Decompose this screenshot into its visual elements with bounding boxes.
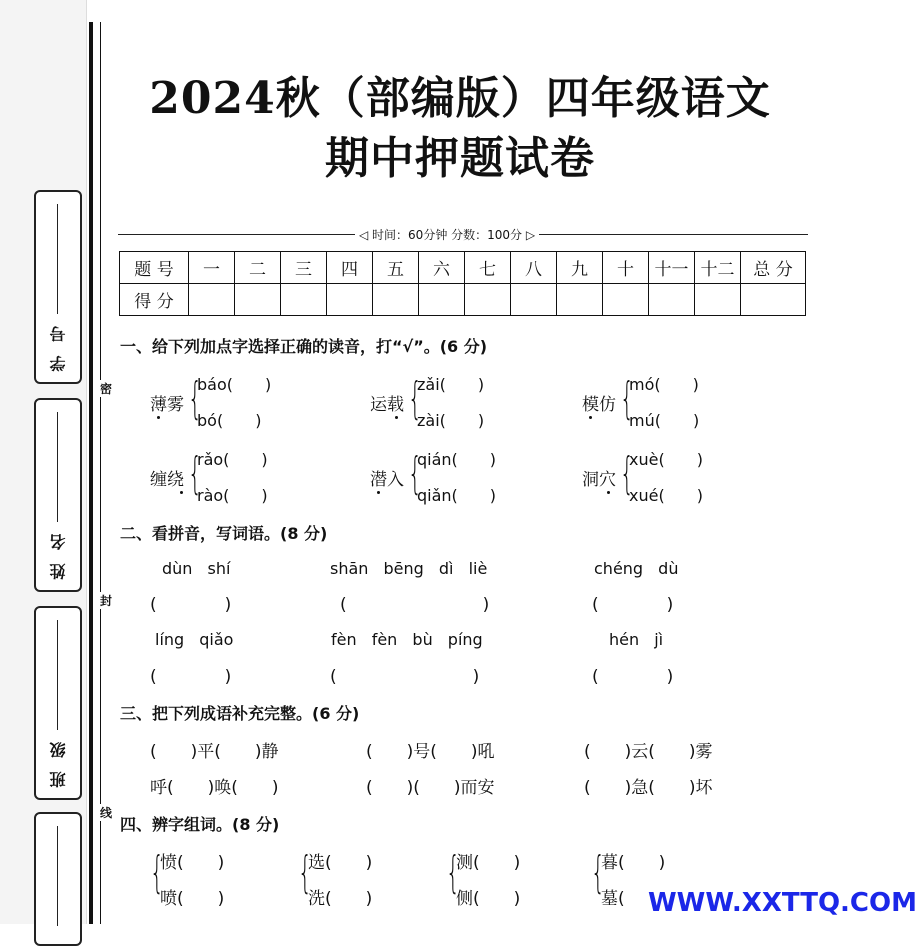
- score-header-cell: 四: [327, 252, 373, 284]
- extra-box: [34, 812, 82, 946]
- score-header-cell: 六: [419, 252, 465, 284]
- s4-item[interactable]: 墓(: [601, 889, 625, 909]
- emphasis-dot: [157, 416, 160, 419]
- s3-idiom[interactable]: ( )云( )雾: [584, 742, 713, 762]
- score-header-cell: 总 分: [741, 252, 806, 284]
- score-cell[interactable]: [695, 284, 741, 316]
- s3-idiom[interactable]: ( )号( )吼: [366, 742, 495, 762]
- score-cell[interactable]: [603, 284, 649, 316]
- score-cell[interactable]: [557, 284, 603, 316]
- seal-char-feng: 封: [100, 594, 113, 608]
- seal-char-mi: 密: [100, 382, 113, 396]
- score-cell[interactable]: [281, 284, 327, 316]
- score-header-cell: 十二: [695, 252, 741, 284]
- s2-blank[interactable]: ( ): [592, 667, 674, 687]
- s2-pinyin: dùn shí: [162, 559, 231, 578]
- score-cell[interactable]: [235, 284, 281, 316]
- s1-word-2: 运载: [370, 395, 404, 415]
- emphasis-dot: [607, 491, 610, 494]
- student-name-label: 姓 名: [49, 530, 68, 580]
- s4-item[interactable]: 喷( ): [160, 889, 225, 909]
- section4-heading: 四、辨字组词。(8 分): [120, 815, 280, 834]
- s1-opt[interactable]: bó( ): [197, 411, 262, 430]
- page-subtitle: 期中押题试卷: [325, 133, 595, 184]
- score-row-label: 得 分: [120, 284, 189, 316]
- score-header-cell: 七: [465, 252, 511, 284]
- s1-opt[interactable]: rǎo( ): [197, 450, 268, 469]
- s4-item[interactable]: 暮( ): [601, 853, 666, 873]
- s1-word-4: 缠绕: [150, 470, 184, 490]
- s1-opt[interactable]: xuè( ): [629, 450, 703, 469]
- score-header-cell: 五: [373, 252, 419, 284]
- s2-pinyin: shān bēng dì liè: [330, 559, 488, 578]
- s2-pinyin: chéng dù: [594, 559, 679, 578]
- s1-word-3: 模仿: [582, 395, 616, 415]
- section2-heading: 二、看拼音，写词语。(8 分): [120, 524, 328, 543]
- s2-blank[interactable]: ( ): [592, 595, 674, 615]
- student-number-label: 学 号: [49, 322, 68, 372]
- s1-opt[interactable]: xué( ): [629, 486, 703, 505]
- emphasis-dot: [589, 416, 592, 419]
- score-header-cell: 十: [603, 252, 649, 284]
- seal-char-xian: 线: [100, 806, 113, 820]
- page-title: 2024秋（部编版）四年级语文: [149, 73, 771, 124]
- s4-item[interactable]: 愤( ): [160, 853, 225, 873]
- section1-heading: 一、给下列加点字选择正确的读音，打“√”。(6 分): [120, 337, 488, 356]
- brace: {: [298, 847, 312, 898]
- score-header-cell: 一: [189, 252, 235, 284]
- s1-opt[interactable]: rào( ): [197, 486, 268, 505]
- s1-word-6: 洞穴: [582, 470, 616, 490]
- score-header-cell: 二: [235, 252, 281, 284]
- s1-opt[interactable]: zài( ): [417, 411, 485, 430]
- score-value-row: [120, 284, 806, 316]
- score-header-cell: 题 号: [120, 252, 189, 284]
- brace: {: [188, 373, 202, 424]
- site-watermark: WWW.XXTTQ.COM: [648, 888, 917, 918]
- s2-blank[interactable]: ( ): [340, 595, 490, 615]
- brace: {: [188, 448, 202, 499]
- s3-idiom[interactable]: ( )平( )静: [150, 742, 279, 762]
- score-cell[interactable]: [465, 284, 511, 316]
- score-header-cell: 九: [557, 252, 603, 284]
- s2-pinyin: hén jì: [609, 630, 664, 649]
- student-number-box: [34, 190, 82, 384]
- score-cell[interactable]: [419, 284, 465, 316]
- s1-opt[interactable]: mó( ): [629, 375, 699, 394]
- brace: {: [150, 847, 164, 898]
- score-header-cell: 八: [511, 252, 557, 284]
- score-header-cell: 十一: [649, 252, 695, 284]
- s1-opt[interactable]: qiǎn( ): [417, 486, 497, 505]
- emphasis-dot: [180, 491, 183, 494]
- score-table: [119, 251, 806, 316]
- score-cell[interactable]: [327, 284, 373, 316]
- brace: {: [408, 448, 422, 499]
- s3-idiom[interactable]: ( )急( )坏: [584, 778, 713, 798]
- emphasis-dot: [377, 491, 380, 494]
- s2-blank[interactable]: ( ): [150, 595, 232, 615]
- brace: {: [446, 847, 460, 898]
- s2-blank[interactable]: ( ): [330, 667, 480, 687]
- emphasis-dot: [395, 416, 398, 419]
- score-header-row: [120, 252, 806, 284]
- exam-info: ◁ 时间：60分钟 分数：100分 ▷: [355, 226, 539, 243]
- s4-item[interactable]: 测( ): [456, 853, 521, 873]
- score-cell[interactable]: [741, 284, 806, 316]
- score-cell[interactable]: [373, 284, 419, 316]
- s2-pinyin: fèn fèn bù píng: [331, 630, 483, 649]
- s3-idiom[interactable]: 呼( )唤( ): [150, 778, 279, 798]
- s3-idiom[interactable]: ( )( )而安: [366, 778, 495, 798]
- s1-opt[interactable]: mú( ): [629, 411, 700, 430]
- binding-line-thick: [89, 22, 93, 924]
- s1-word-5: 潜入: [370, 470, 404, 490]
- s4-item[interactable]: 侧( ): [456, 889, 521, 909]
- brace: {: [591, 847, 605, 898]
- brace: {: [620, 448, 634, 499]
- s1-opt[interactable]: qián( ): [417, 450, 497, 469]
- section3-heading: 三、把下列成语补充完整。(6 分): [120, 704, 360, 723]
- s4-item[interactable]: 洗( ): [308, 889, 373, 909]
- score-header-cell: 三: [281, 252, 327, 284]
- score-cell[interactable]: [511, 284, 557, 316]
- score-cell[interactable]: [649, 284, 695, 316]
- brace: {: [620, 373, 634, 424]
- class-box: [34, 606, 82, 800]
- s1-opt[interactable]: báo( ): [197, 375, 272, 394]
- brace: {: [408, 373, 422, 424]
- student-name-box: [34, 398, 82, 592]
- class-label: 班 级: [49, 738, 68, 788]
- score-cell[interactable]: [189, 284, 235, 316]
- s2-pinyin: líng qiǎo: [155, 630, 234, 649]
- s1-opt[interactable]: zǎi( ): [417, 375, 485, 394]
- s4-item[interactable]: 选( ): [308, 853, 373, 873]
- s2-blank[interactable]: ( ): [150, 667, 232, 687]
- s1-word-1: 薄雾: [150, 395, 184, 415]
